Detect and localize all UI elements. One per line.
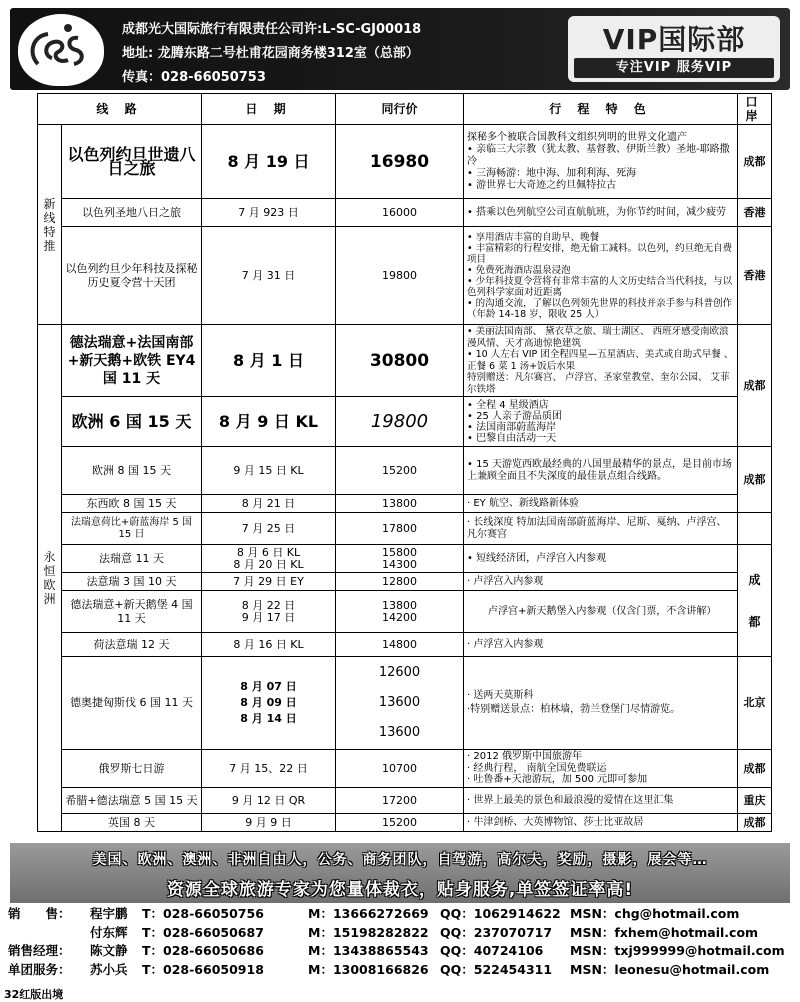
table-row <box>38 591 772 633</box>
route-cell: 德奥捷匈斯伐 6 国 11 天 <box>62 657 202 750</box>
contact-list <box>8 904 798 978</box>
price-cell: 12800 <box>336 573 464 591</box>
port-cell: 成都 <box>738 750 772 788</box>
route-cell: 法瑞意 11 天 <box>62 545 202 573</box>
header-date: 日 期 <box>202 94 336 125</box>
table-row <box>38 125 772 199</box>
vip-slogan: 专注VIP 服务VIP <box>574 58 774 78</box>
port-cell: 成都 <box>738 325 772 447</box>
date-cell: 7 月 15、22 日 <box>202 750 336 788</box>
contact-tel: T：028-66050756 <box>142 906 264 921</box>
table-row <box>38 199 772 227</box>
route-cell: 英国 8 天 <box>62 814 202 832</box>
feature-cell: · 长线深度 特加法国南部蔚蓝海岸、尼斯、戛纳、卢浮宫、凡尔赛宫 <box>464 513 738 545</box>
banner-slogan: 资源全球旅游专家为您量体裁衣，贴身服务,单签签证率高! <box>166 880 634 900</box>
feature-cell: • 短线经济团，卢浮宫入内参观 <box>464 545 738 573</box>
banner-services: 美国、欧洲、澳洲、非洲自由人，公务、商务团队，自驾游，高尔夫，奖励，摄影，展会等… <box>92 852 708 868</box>
port-cheng: 成 <box>748 572 761 587</box>
contact-msn: MSN：fxhem@hotmail.com <box>570 924 759 940</box>
contact-name: 苏小兵 <box>90 961 128 977</box>
header-price: 同行价 <box>336 94 464 125</box>
feature-cell: · 送两天莫斯科 ·特别赠送景点：柏林墙，勃兰登堡门尽情游览。 <box>464 657 738 750</box>
contact-mobile: M：15198282822 <box>308 924 429 940</box>
date-cell: 8 月 21 日 <box>202 495 336 513</box>
price-cell: 17800 <box>336 513 464 545</box>
date-cell: 8 月 9 日 KL <box>202 397 336 447</box>
date-cell: 9 月 15 日 KL <box>202 447 336 495</box>
date-cell: 9 月 9 日 <box>202 814 336 832</box>
vip-badge <box>568 16 780 82</box>
date-cell: 8 月 07 日 8 月 09 日 8 月 14 日 <box>202 657 336 750</box>
route-cell: 德法瑞意+新天鹅堡 4 国 11 天 <box>62 591 202 633</box>
price-cell: 14800 <box>336 633 464 657</box>
port-du: 都 <box>748 614 761 629</box>
price-cell: 13800 14200 <box>336 591 464 633</box>
route-cell: 以色列约旦少年科技及探秘历史夏令营十天团 <box>62 227 202 325</box>
date-cell: 8 月 16 日 KL <box>202 633 336 657</box>
contact-mobile: M：13666272669 <box>308 906 429 921</box>
price-cell: 16000 <box>336 199 464 227</box>
feature-cell: · 牛津剑桥、大英博物馆、莎士比亚故居 <box>464 814 738 832</box>
contact-tel: T：028-66050687 <box>142 924 264 940</box>
port-cell: 香港 <box>738 199 772 227</box>
contact-row <box>8 923 798 942</box>
contact-label: 单团服务： <box>8 961 71 977</box>
date-cell: 9 月 12 日 QR <box>202 788 336 814</box>
feature-cell: · 卢浮宫入内参观 <box>464 573 738 591</box>
contact-mobile: M：13008166826 <box>308 961 429 977</box>
table-row <box>38 325 772 397</box>
contact-msn: MSN：txj999999@hotmail.com <box>570 943 785 958</box>
promo-banner <box>10 843 790 903</box>
table-row <box>38 447 772 495</box>
tour-table <box>37 93 772 832</box>
price-cell: 15200 <box>336 814 464 832</box>
date-cell: 7 月 29 日 EY <box>202 573 336 591</box>
contact-row <box>8 941 798 960</box>
feature-cell: · 2012 俄罗斯中国旅游年 · 经典行程， 南航全国免费联运 · 吐鲁番+天池游玩，加 500 元即可参加 <box>464 750 738 788</box>
contact-tel: T：028-66050686 <box>142 943 264 958</box>
contact-qq: QQ：1062914622 <box>440 906 561 921</box>
feature-cell: • 全程 4 星级酒店 • 25 人亲子游品质团 • 法国南部蔚蓝海岸 • 巴黎自由活动一天 <box>464 397 738 447</box>
price-cell: 16980 <box>336 125 464 199</box>
contact-qq: QQ：237070717 <box>440 924 553 940</box>
page-footer: 32红版出境 <box>4 988 64 1001</box>
contact-name: 陈文静 <box>90 943 128 958</box>
table-row <box>38 513 772 545</box>
date-cell: 7 月 25 日 <box>202 513 336 545</box>
feature-cell: • 美丽法国南部、 黛衣草之旅、瑞士湖区、 西班牙感受南欧浪漫风情、天才高迪惊艳建筑 • 10 人左右 VIP 团全程四星—五星酒店、美式或自助式早餐 、正餐 6 菜 1 汤+饭后水果 特别赠送：凡尔赛宫、 卢浮宫、圣家堂教堂、奎尔公园、 艾菲尔铁塔 <box>464 325 738 397</box>
group-label-europe: 永恒欧洲 <box>38 325 62 832</box>
price-cell: 15200 <box>336 447 464 495</box>
contact-tel: T：028-66050918 <box>142 961 264 977</box>
contact-label: 销 售： <box>8 906 71 921</box>
feature-cell: · 卢浮宫入内参观 <box>464 633 738 657</box>
route-cell: 欧洲 8 国 15 天 <box>62 447 202 495</box>
port-cell: 成都 <box>738 814 772 832</box>
route-cell: 德法瑞意+法国南部+新天鹅+欧铁 EY4 国 11 天 <box>62 325 202 397</box>
company-license: 成都光大国际旅行有限责任公司许:L-SC-GJ00018 <box>122 22 422 37</box>
vip-title: VIP国际部 <box>602 23 746 56</box>
table-row <box>38 814 772 832</box>
feature-cell: • 搭乘以色列航空公司直航航班，为你节约时间，减少疲劳 <box>464 199 738 227</box>
price-cell: 19800 <box>336 397 464 447</box>
table-row <box>38 397 772 447</box>
port-cell: 重庆 <box>738 788 772 814</box>
route-cell: 荷法意瑞 12 天 <box>62 633 202 657</box>
contact-mobile: M：13438865543 <box>308 943 429 958</box>
contact-msn: MSN：leonesu@hotmail.com <box>570 961 770 977</box>
port-cell: 北京 <box>738 657 772 750</box>
price-cell: 19800 <box>336 227 464 325</box>
port-cell: 成都 <box>738 125 772 199</box>
price-cell: 13800 <box>336 495 464 513</box>
table-row <box>38 227 772 325</box>
price-cell: 15800 14300 <box>336 545 464 573</box>
route-cell: 希腊+德法瑞意 5 国 15 天 <box>62 788 202 814</box>
header-route: 线 路 <box>38 94 202 125</box>
page-header <box>10 8 790 90</box>
port-cell: 成都 <box>738 447 772 513</box>
table-row <box>38 633 772 657</box>
price-cell: 17200 <box>336 788 464 814</box>
date-cell: 8 月 6 日 KL 8 月 20 日 KL <box>202 545 336 573</box>
date-cell: 8 月 19 日 <box>202 125 336 199</box>
contact-row <box>8 960 798 979</box>
contact-name: 付东辉 <box>90 924 128 940</box>
feature-cell: · EY 航空、新线路新体验 <box>464 495 738 513</box>
contact-qq: QQ：40724106 <box>440 943 544 958</box>
table-row <box>38 657 772 750</box>
route-cell: 俄罗斯七日游 <box>62 750 202 788</box>
feature-cell: • 享用酒店丰富的自助早、晚餐 • 丰富精彩的行程安排，绝无偷工减料。以色列，约旦绝无自费项目 • 免费死海酒店温泉浸泡 • 少年科技夏令营将有非常丰富的人文历史结合当代科技，与以色列科学家面对近距离 • 的沟通交流，了解以色列领先世界的科技并亲手参与科普创作（年龄 14-18 岁，限收 25 人） <box>464 227 738 325</box>
price-cell: 30800 <box>336 325 464 397</box>
date-cell: 8 月 22 日 9 月 17 日 <box>202 591 336 633</box>
date-cell: 7 月 923 日 <box>202 199 336 227</box>
table-row <box>38 788 772 814</box>
route-cell: 以色列圣地八日之旅 <box>62 199 202 227</box>
feature-cell: 探秘多个被联合国教科文组织列明的世界文化遗产 • 亲临三大宗教（犹太教、基督教、伊斯兰教）圣地-耶路撒冷 • 三海畅游：地中海、加利利海、死海 • 游世界七大奇迹之约旦佩特拉古 <box>464 125 738 199</box>
price-cell: 12600 13600 13600 <box>336 657 464 750</box>
header-port: 口岸 <box>738 94 772 125</box>
table-row <box>38 750 772 788</box>
table-header-row <box>38 94 772 125</box>
contact-row <box>8 904 798 923</box>
table-row <box>38 573 772 591</box>
date-cell: 8 月 1 日 <box>202 325 336 397</box>
route-cell: 东西欧 8 国 15 天 <box>62 495 202 513</box>
company-address: 地址: 龙腾东路二号杜甫花园商务楼312室（总部） <box>122 46 419 61</box>
route-cell: 欧洲 6 国 15 天 <box>62 397 202 447</box>
port-cell: 香港 <box>738 227 772 325</box>
feature-cell: • 15 天游览西欧最经典的八国里最精华的景点，是目前市场上兼顾全面且不失深度的最佳景点组合线路。 <box>464 447 738 495</box>
contact-msn: MSN：chg@hotmail.com <box>570 906 740 921</box>
price-cell: 10700 <box>336 750 464 788</box>
contact-label: 销售经理： <box>8 943 71 958</box>
contact-qq: QQ：522454311 <box>440 961 553 977</box>
header-features: 行 程 特 色 <box>464 94 738 125</box>
route-cell: 法瑞意荷比+蔚蓝海岸 5 国 15 日 <box>62 513 202 545</box>
feature-cell: 卢浮宫+新天鹅堡入内参观（仅含门票，不含讲解） <box>464 591 738 633</box>
route-cell: 法意瑞 3 国 10 天 <box>62 573 202 591</box>
contact-name: 程宇鹏 <box>90 906 128 921</box>
table-row <box>38 545 772 573</box>
port-cell <box>738 545 772 657</box>
port-cell-empty <box>738 513 772 545</box>
company-logo <box>18 14 104 86</box>
date-cell: 7 月 31 日 <box>202 227 336 325</box>
company-fax: 传真：028-66050753 <box>122 70 266 85</box>
feature-cell: · 世界上最美的景色和最浪漫的爱情在这里汇集 <box>464 788 738 814</box>
group-label-new: 新线特推 <box>38 125 62 325</box>
table-row <box>38 495 772 513</box>
route-cell: 以色列约旦世遗八日之旅 <box>62 125 202 199</box>
